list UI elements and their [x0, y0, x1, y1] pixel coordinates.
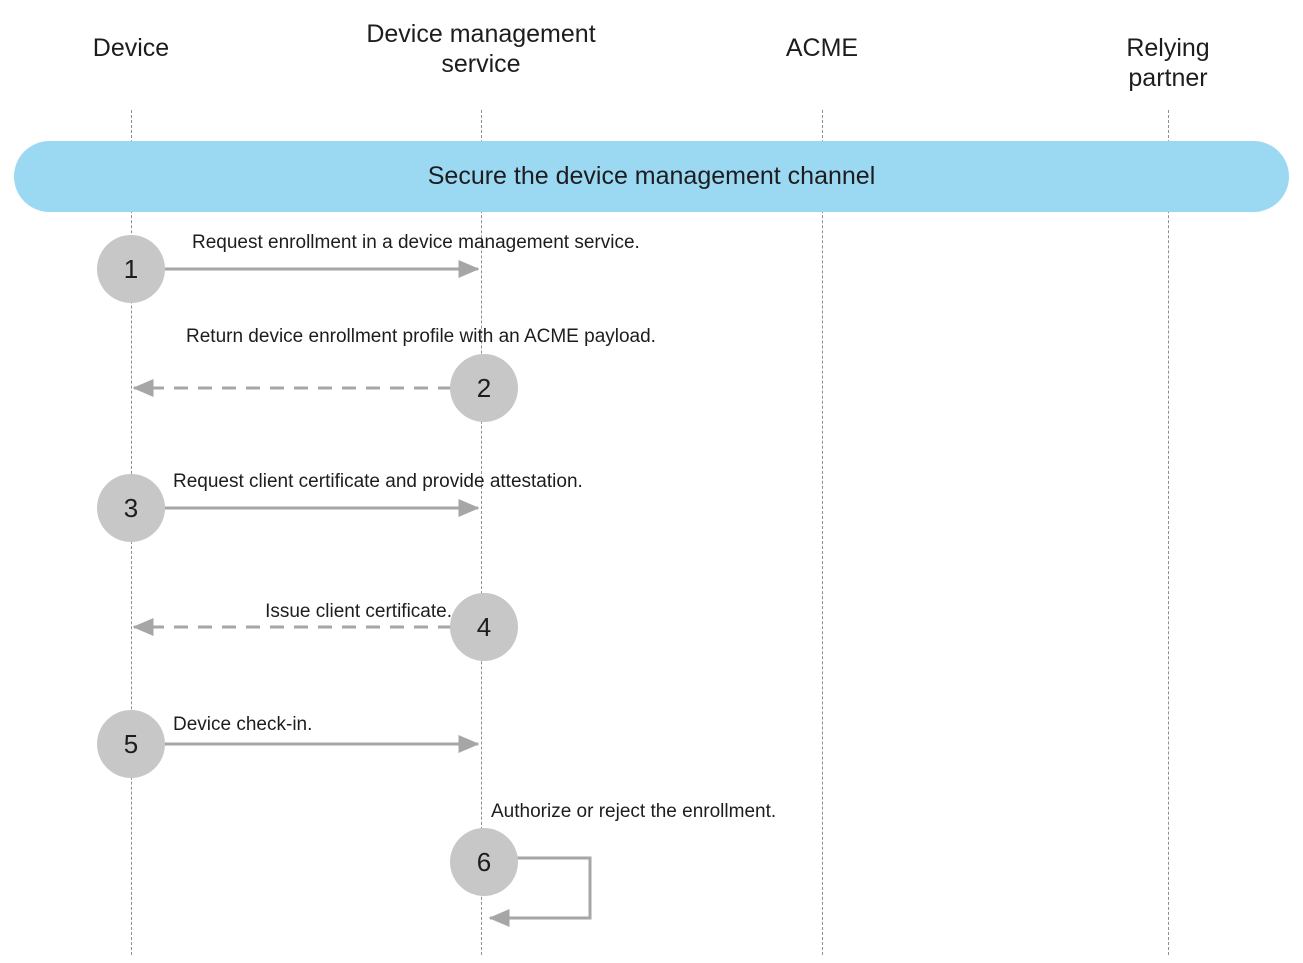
step-marker-3 [97, 474, 165, 542]
lane-header-dms-label-line1: Device management [366, 20, 596, 48]
step-marker-4 [450, 593, 518, 661]
step-marker-6-number: 6 [476, 846, 492, 877]
lane-header-dms-label-line2: service [441, 49, 521, 78]
step-marker-2-number: 2 [476, 372, 492, 403]
message-label-6: Authorize or reject the enrollment. [491, 801, 777, 822]
step-marker-3-number: 3 [123, 492, 139, 523]
banner-secure-channel-label: Secure the device management channel [427, 162, 876, 190]
lane-header-acme-label: ACME [785, 34, 859, 62]
lane-header-device [93, 34, 169, 64]
lifeline-relying-partner [1168, 110, 1169, 955]
step-marker-6 [450, 828, 518, 896]
step-marker-1-number: 1 [123, 253, 139, 284]
message-label-2: Return device enrollment profile with an ACME payload. [186, 326, 656, 347]
message-label-3: Request client certificate and provide attestation. [173, 471, 583, 492]
banner-secure-channel [14, 141, 1289, 212]
step-marker-2 [450, 354, 518, 422]
message-label-1: Request enrollment in a device management service. [192, 232, 640, 253]
lane-header-relying-partner-label: Relying partner [1126, 34, 1210, 92]
lane-header-relying-partner [1101, 34, 1236, 93]
message-label-5: Device check-in. [173, 714, 313, 735]
lifeline-acme [822, 110, 823, 955]
step-marker-5-number: 5 [123, 728, 139, 759]
step-marker-1 [97, 235, 165, 303]
step-marker-4-number: 4 [476, 611, 492, 642]
lane-header-acme [786, 34, 858, 64]
lane-header-dms [366, 20, 595, 79]
lane-header-device-label: Device [92, 34, 170, 62]
message-label-4: Issue client certificate. [265, 601, 452, 622]
step-marker-5 [97, 710, 165, 778]
